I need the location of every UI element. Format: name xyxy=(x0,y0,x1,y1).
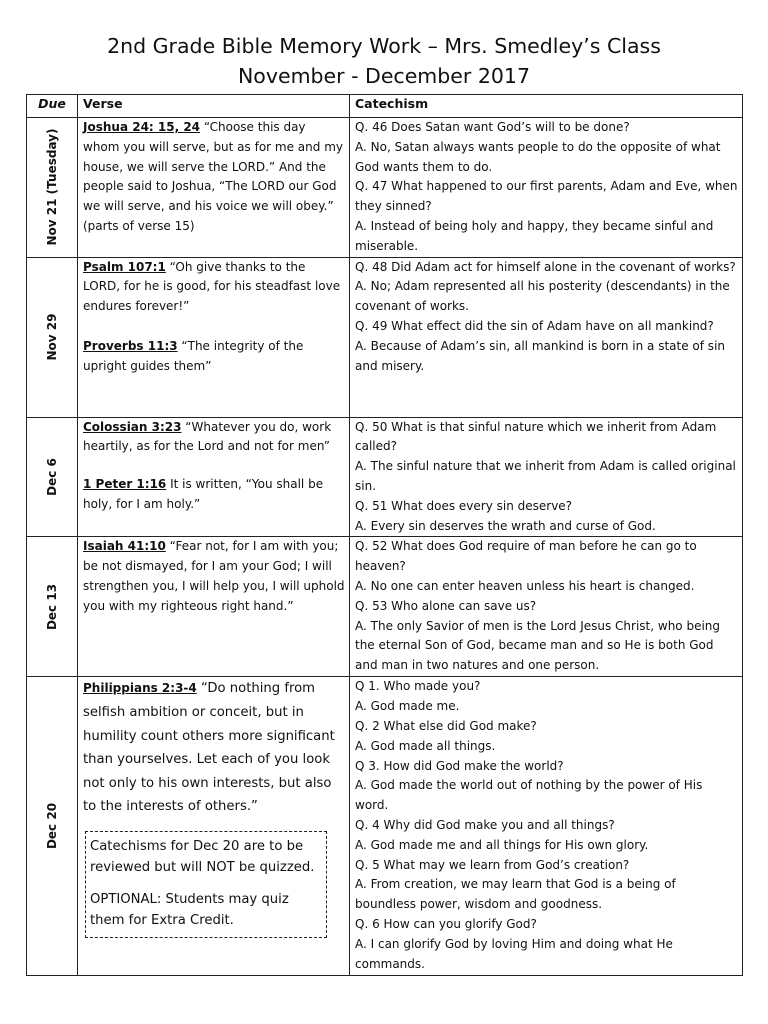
verse-text: It is written, “You shall be holy, for I am holy.” xyxy=(83,477,324,511)
verse-text: “Choose this day whom you will serve, but as for me and my house, we will serve the LORD.” And the people said to Joshua, “The LORD our God we will serve, and his voice we will obey.” (parts of verse 15) xyxy=(83,120,343,233)
catechism-answer: A. God made the world out of nothing by the power of His word. xyxy=(355,778,703,813)
catechism-answer: A. The only Savior of men is the Lord Jesus Christ, who being the eternal Son of God, became man and so He is both God and man in two natures and one person. xyxy=(355,618,721,673)
catechism-answer: A. Because of Adam’s sin, all mankind is born in a state of sin and misery. xyxy=(355,338,726,373)
verse-reference: Psalm 107:1 xyxy=(83,259,166,274)
due-cell xyxy=(27,118,78,258)
catechism-answer: A. Every sin deserves the wrath and curse of God. xyxy=(355,518,656,533)
due-cell xyxy=(27,417,78,537)
catechism-question: Q. 4 Why did God make you and all things? xyxy=(355,817,615,832)
catechism-cell xyxy=(350,417,743,537)
table-row xyxy=(27,417,743,537)
due-date: Dec 20 xyxy=(45,803,59,850)
catechism-cell xyxy=(350,257,743,417)
catechism-cell xyxy=(350,537,743,677)
catechism-question: Q. 2 What else did God make? xyxy=(355,718,537,733)
catechism-answer: A. No one can enter heaven unless his heart is changed. xyxy=(355,578,695,593)
catechism-question: Q. 48 Did Adam act for himself alone in the covenant of works? xyxy=(355,259,736,274)
due-cell xyxy=(27,677,78,976)
catechism-answer: A. No, Satan always wants people to do the opposite of what God wants them to do. xyxy=(355,139,721,174)
due-date: Nov 21 (Tuesday) xyxy=(45,128,59,246)
verse-reference: Isaiah 41:10 xyxy=(83,539,166,554)
catechism-question: Q. 53 Who alone can save us? xyxy=(355,598,537,613)
catechism-question: Q 3. How did God make the world? xyxy=(355,758,564,773)
verse-text: “Fear not, for I am with you; be not dismayed, for I am your God; I will strengthen you, I will help you, I will uphold you with my righteous right hand.” xyxy=(83,539,345,613)
catechism-answer: A. God made all things. xyxy=(355,738,496,753)
catechism-cell xyxy=(350,118,743,258)
verse-passage xyxy=(83,258,345,317)
verse-passage xyxy=(83,418,345,458)
catechism-answer: A. I can glorify God by loving Him and doing what He commands. xyxy=(355,936,673,971)
verse-passage xyxy=(83,475,345,515)
table-row xyxy=(27,257,743,417)
header-verse: Verse xyxy=(78,95,350,118)
verse-cell xyxy=(78,677,350,976)
catechism-answer: A. God made me. xyxy=(355,699,460,714)
table-row xyxy=(27,677,743,976)
header-catechism: Catechism xyxy=(350,95,743,118)
table-header-row xyxy=(27,95,743,118)
memory-work-table xyxy=(26,94,743,976)
catechism-answer: A. No; Adam represented all his posterity (descendants) in the covenant of works. xyxy=(355,279,730,314)
verse-text: “The integrity of the upright guides them” xyxy=(83,338,304,373)
catechism-answer: A. The sinful nature that we inherit from Adam is called original sin. xyxy=(355,459,736,493)
catechism-cell xyxy=(350,677,743,976)
catechism-question: Q. 5 What may we learn from God’s creation? xyxy=(355,857,630,872)
verse-reference: Proverbs 11:3 xyxy=(83,338,178,353)
verse-cell xyxy=(78,118,350,258)
verse-reference: Philippians 2:3-4 xyxy=(83,681,197,696)
catechism-question: Q 1. Who made you? xyxy=(355,679,481,694)
due-date: Dec 13 xyxy=(45,583,59,630)
catechism-answer: A. From creation, we may learn that God is a being of boundless power, wisdom and goodness. xyxy=(355,877,676,912)
due-date: Dec 6 xyxy=(45,458,59,496)
catechism-question: Q. 52 What does God require of man before he can go to heaven? xyxy=(355,539,697,574)
header-due: Due xyxy=(27,95,78,118)
table-row xyxy=(27,118,743,258)
due-cell xyxy=(27,537,78,677)
catechism-question: Q. 51 What does every sin deserve? xyxy=(355,498,573,513)
catechism-answer: A. Instead of being holy and happy, they became sinful and miserable. xyxy=(355,218,714,253)
verse-passage xyxy=(83,337,345,377)
verse-cell xyxy=(78,257,350,417)
catechism-question: Q. 6 How can you glorify God? xyxy=(355,916,537,931)
verse-text: “Whatever you do, work heartily, as for the Lord and not for men” xyxy=(83,419,332,454)
verse-cell xyxy=(78,417,350,537)
table-row xyxy=(27,537,743,677)
page-title: 2nd Grade Bible Memory Work – Mrs. Smedley’s Class xyxy=(107,34,661,58)
verse-cell xyxy=(78,537,350,677)
due-cell xyxy=(27,257,78,417)
verse-passage xyxy=(83,677,345,819)
catechism-question: Q. 47 What happened to our first parents, Adam and Eve, when they sinned? xyxy=(355,179,738,214)
catechism-review-note xyxy=(85,831,327,938)
verse-passage xyxy=(83,537,345,616)
verse-reference: Joshua 24: 15, 24 xyxy=(83,120,201,134)
catechism-question: Q. 46 Does Satan want God’s will to be done? xyxy=(355,120,630,134)
due-date: Nov 29 xyxy=(45,313,59,361)
page-subtitle: November - December 2017 xyxy=(237,64,531,88)
verse-reference: Colossian 3:23 xyxy=(83,419,182,434)
verse-text: “Oh give thanks to the LORD, for he is good, for his steadfast love endures forever!” xyxy=(83,259,341,314)
note-review-text: Catechisms for Dec 20 are to be reviewed but will NOT be quizzed. xyxy=(90,838,315,876)
verse-reference: 1 Peter 1:16 xyxy=(83,477,167,492)
verse-passage xyxy=(83,118,345,237)
catechism-question: Q. 49 What effect did the sin of Adam have on all mankind? xyxy=(355,318,714,333)
catechism-question: Q. 50 What is that sinful nature which we inherit from Adam called? xyxy=(355,419,717,454)
catechism-answer: A. God made me and all things for His own glory. xyxy=(355,837,649,852)
note-optional-text: OPTIONAL: Students may quiz them for Extra Credit. xyxy=(90,891,289,929)
verse-text: “Do nothing from selfish ambition or conceit, but in humility count others more significant than yourselves. Let each of you look not only to his own interests, but also to the interests of others.” xyxy=(83,681,335,815)
